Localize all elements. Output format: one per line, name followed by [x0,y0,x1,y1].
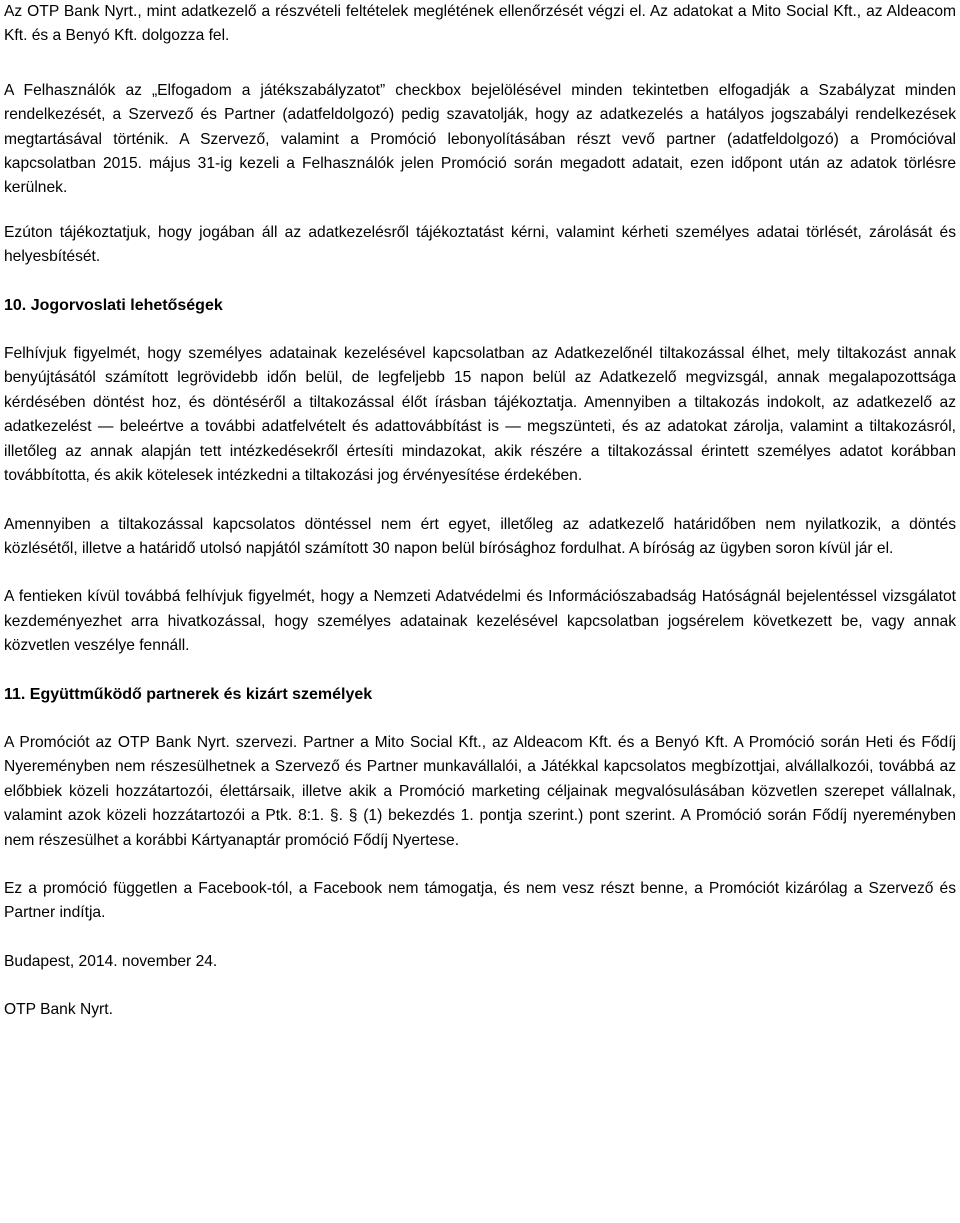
spacer [4,49,956,79]
spacer [4,659,956,683]
spacer [4,270,956,294]
spacer [4,926,956,950]
spacer [4,489,956,513]
document-page [4,0,956,1023]
spacer [4,974,956,998]
paragraph-information-rights: Ezúton tájékoztatjuk, hogy jogában áll az adatkezelésről tájékoztatást kérni, valamint kérheti személyes adatai törlését, zárolását és helyesbítését. [4,223,956,266]
spacer [4,201,956,221]
date-line: Budapest, 2014. november 24. [4,952,218,970]
spacer [4,707,956,731]
signature-line: OTP Bank Nyrt. [4,1001,113,1019]
paragraph-facebook: Ez a promóció független a Facebook-tól, a Facebook nem támogatja, és nem vesz részt benne, a Promóciót kizárólag a Szervező és Partner indítja. [4,879,956,922]
paragraph-partners: A Promóciót az OTP Bank Nyrt. szervezi. Partner a Mito Social Kft., az Aldeacom Kft. és a Benyó Kft. A Promóció során Heti és Fődíj Nyereményben nem részesülhetnek a Szervező és Partner munkavállalói, a Játékkal kapcsolatos megbízottjai, alvállalkozói, továbbá az előbbiek közeli hozzátartozói, élettársaik, illetve akik a Promóció marketing céljainak megvalósulásában közvetlen szerepet vállalnak, valamint azok közeli hozzátartozói a Ptk. 8:1. §. § (1) bekezdés 1. pontja szerint.) pont szerint. A Promóció során Fődíj nyereményben nem részesülhet a korábbi Kártyanaptár promóció Fődíj Nyertese. [4,733,956,849]
paragraph-court: Amennyiben a tiltakozással kapcsolatos döntéssel nem ért egyet, illetőleg az adatkezelő határidőben nem nyilatkozik, a döntés közlésétől, illetve a határidő utolsó napjától számított 30 napon belül bírósághoz fordulhat. A bíróság az ügyben soron kívül jár el. [4,515,956,557]
section-heading-partners: 11. Együttműködő partnerek és kizárt személyek [4,685,373,703]
paragraph-data-processors: Az OTP Bank Nyrt., mint adatkezelő a részvételi feltételek meglétének ellenőrzését végzi el. Az adatokat a Mito Social Kft., az Aldeacom Kft. és a Benyó Kft. dolgozza fel. [4,3,956,45]
paragraph-objection: Felhívjuk figyelmét, hogy személyes adatainak kezelésével kapcsolatban az Adatkezelőnél tiltakozással élhet, mely tiltakozást annak benyújtásától számított legrövidebb időn belül, de legfeljebb 15 napon belül az Adatkezelő megvizsgál, annak megalapozottsága kérdésében döntést hoz, és döntéséről a tiltakozással élőt írásban tájékoztatja. Amennyiben a tiltakozás indokolt, az adatkezelő az adatkezelést — beleértve a további adatfelvételt és adattovábbítást is — megszünteti, és az adatokat zárolja, valamint a tiltakozásról, illetőleg az annak alapján tett intézkedésekről értesíti mindazokat, akik részére a tiltakozással érintett személyes adatot korábban továbbította, és akik kötelesek intézkedni a tiltakozási jog érvényesítése érdekében. [4,345,956,485]
spacer [4,561,956,585]
spacer [4,318,956,342]
paragraph-rules-acceptance: A Felhasználók az „Elfogadom a játékszabályzatot” checkbox bejelölésével minden tekintetben elfogadják a Szabályzat minden rendelkezését, a Szervező és Partner (adatfeldolgozó) pedig szavatolják, hogy az adatkezelés a hatályos jogszabályi rendelkezések megtartásával történik. A Szervező, valamint a Promóció lebonyolításában részt vevő partner (adatfeldolgozó) a Promócióval kapcsolatban 2015. május 31-ig kezeli a Felhasználók jelen Promóció során megadott adatait, ezen időpont után az adatok törlésre kerülnek. [4,81,956,197]
section-heading-remedies: 10. Jogorvoslati lehetőségek [4,296,223,314]
paragraph-authority: A fentieken kívül továbbá felhívjuk figyelmét, hogy a Nemzeti Adatvédelmi és Információszabadság Hatóságnál bejelentéssel vizsgálatot kezdeményezhet arra hivatkozással, hogy személyes adatainak kezelésével kapcsolatban jogsérelem következett be, vagy annak közvetlen veszélye fennáll. [4,588,956,655]
spacer [4,853,956,877]
